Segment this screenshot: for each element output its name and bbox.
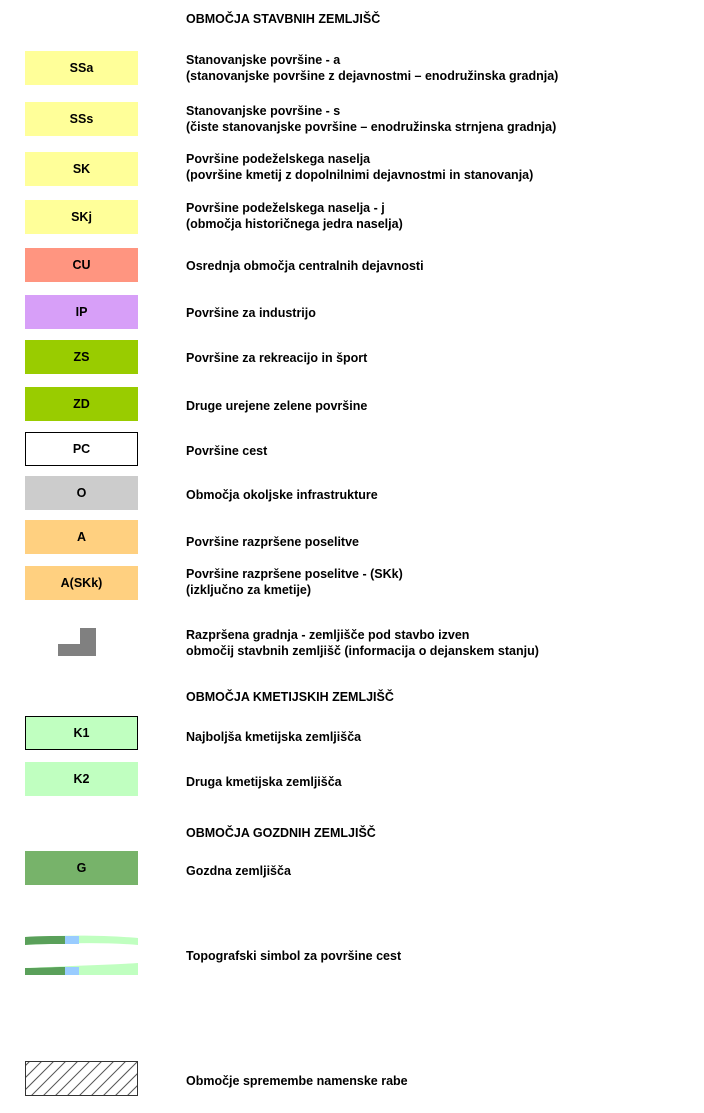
hatch-pattern-icon xyxy=(25,1061,138,1096)
legend-desc-line: (stanovanjske površine z dejavnostmi – enodružinska gradnja) xyxy=(186,69,559,83)
legend-desc-scattered-building xyxy=(186,627,539,659)
legend-swatch-k1: K1 xyxy=(25,716,138,750)
legend-desc-cu xyxy=(186,258,424,274)
legend-desc-ssa xyxy=(186,52,558,84)
legend-swatch-a-skk: A(SKk) xyxy=(25,566,138,600)
legend-desc-line: Površine razpršene poselitve - (SKk) xyxy=(186,567,403,581)
legend-desc-line: Površine razpršene poselitve xyxy=(186,535,359,549)
legend-desc-a-skk xyxy=(186,566,403,598)
legend-desc-line: Območje spremembe namenske rabe xyxy=(186,1074,408,1088)
legend-desc-o xyxy=(186,487,378,503)
legend-desc-line: Gozdna zemljišča xyxy=(186,864,291,878)
section-heading-forest-land: OBMOČJA GOZDNIH ZEMLJIŠČ xyxy=(186,826,376,840)
legend-desc-line: Stanovanjske površine - a xyxy=(186,53,341,67)
legend-swatch-zs: ZS xyxy=(25,340,138,374)
legend-desc-line: Površine cest xyxy=(186,444,268,458)
legend-desc-road-topographic xyxy=(186,948,401,964)
legend-desc-line: Površine za industrijo xyxy=(186,306,316,320)
legend-desc-line: Razpršena gradnja - zemljišče pod stavbo izven xyxy=(186,628,470,642)
legend-desc-sss xyxy=(186,103,556,135)
legend-desc-line: Površine podeželskega naselja - j xyxy=(186,201,385,215)
legend-desc-line: Stanovanjske površine - s xyxy=(186,104,341,118)
section-heading-building-land: OBMOČJA STAVBNIH ZEMLJIŠČ xyxy=(186,12,381,26)
legend-swatch-ssa: SSa xyxy=(25,51,138,85)
legend-desc-k2 xyxy=(186,774,342,790)
legend-swatch-ip: IP xyxy=(25,295,138,329)
legend-swatch-cu: CU xyxy=(25,248,138,282)
section-heading-agricultural-land: OBMOČJA KMETIJSKIH ZEMLJIŠČ xyxy=(186,690,394,704)
legend-desc-hatch xyxy=(186,1073,408,1089)
legend-desc-line: Najboljša kmetijska zemljišča xyxy=(186,730,362,744)
legend-desc-line: Osrednja območja centralnih dejavnosti xyxy=(186,259,424,273)
legend-swatch-zd: ZD xyxy=(25,387,138,421)
legend-desc-skj xyxy=(186,200,403,232)
legend-swatch-skj: SKj xyxy=(25,200,138,234)
scattered-building-icon xyxy=(58,628,96,656)
legend-swatch-g: G xyxy=(25,851,138,885)
legend-swatch-pc: PC xyxy=(25,432,138,466)
road-topographic-icon xyxy=(25,935,138,977)
legend-desc-ip xyxy=(186,305,316,321)
legend-desc-g xyxy=(186,863,291,879)
legend-desc-line: Druga kmetijska zemljišča xyxy=(186,775,342,789)
legend-desc-line: Območja okoljske infrastrukture xyxy=(186,488,378,502)
legend-desc-line: območij stavbnih zemljišč (informacija o dejanskem stanju) xyxy=(186,644,539,658)
legend-desc-line: Površine za rekreacijo in šport xyxy=(186,351,368,365)
legend-desc-line: Površine podeželskega naselja xyxy=(186,152,371,166)
legend-desc-pc xyxy=(186,443,267,459)
legend-desc-line: Druge urejene zelene površine xyxy=(186,399,368,413)
legend-swatch-k2: K2 xyxy=(25,762,138,796)
legend-desc-zd xyxy=(186,398,367,414)
legend-desc-line: (čiste stanovanjske površine – enodružinska strnjena gradnja) xyxy=(186,120,557,134)
legend-desc-line: Topografski simbol za površine cest xyxy=(186,949,402,963)
legend-desc-line: (površine kmetij z dopolnilnimi dejavnostmi in stanovanja) xyxy=(186,168,534,182)
legend-desc-k1 xyxy=(186,729,361,745)
legend-desc-zs xyxy=(186,350,367,366)
legend-swatch-sss: SSs xyxy=(25,102,138,136)
legend-desc-line: (območja historičnega jedra naselja) xyxy=(186,217,403,231)
legend-desc-a xyxy=(186,534,359,550)
legend-swatch-a: A xyxy=(25,520,138,554)
legend-desc-line: (izključno za kmetije) xyxy=(186,583,312,597)
legend-desc-sk xyxy=(186,151,533,183)
legend-swatch-sk: SK xyxy=(25,152,138,186)
legend-swatch-o: O xyxy=(25,476,138,510)
